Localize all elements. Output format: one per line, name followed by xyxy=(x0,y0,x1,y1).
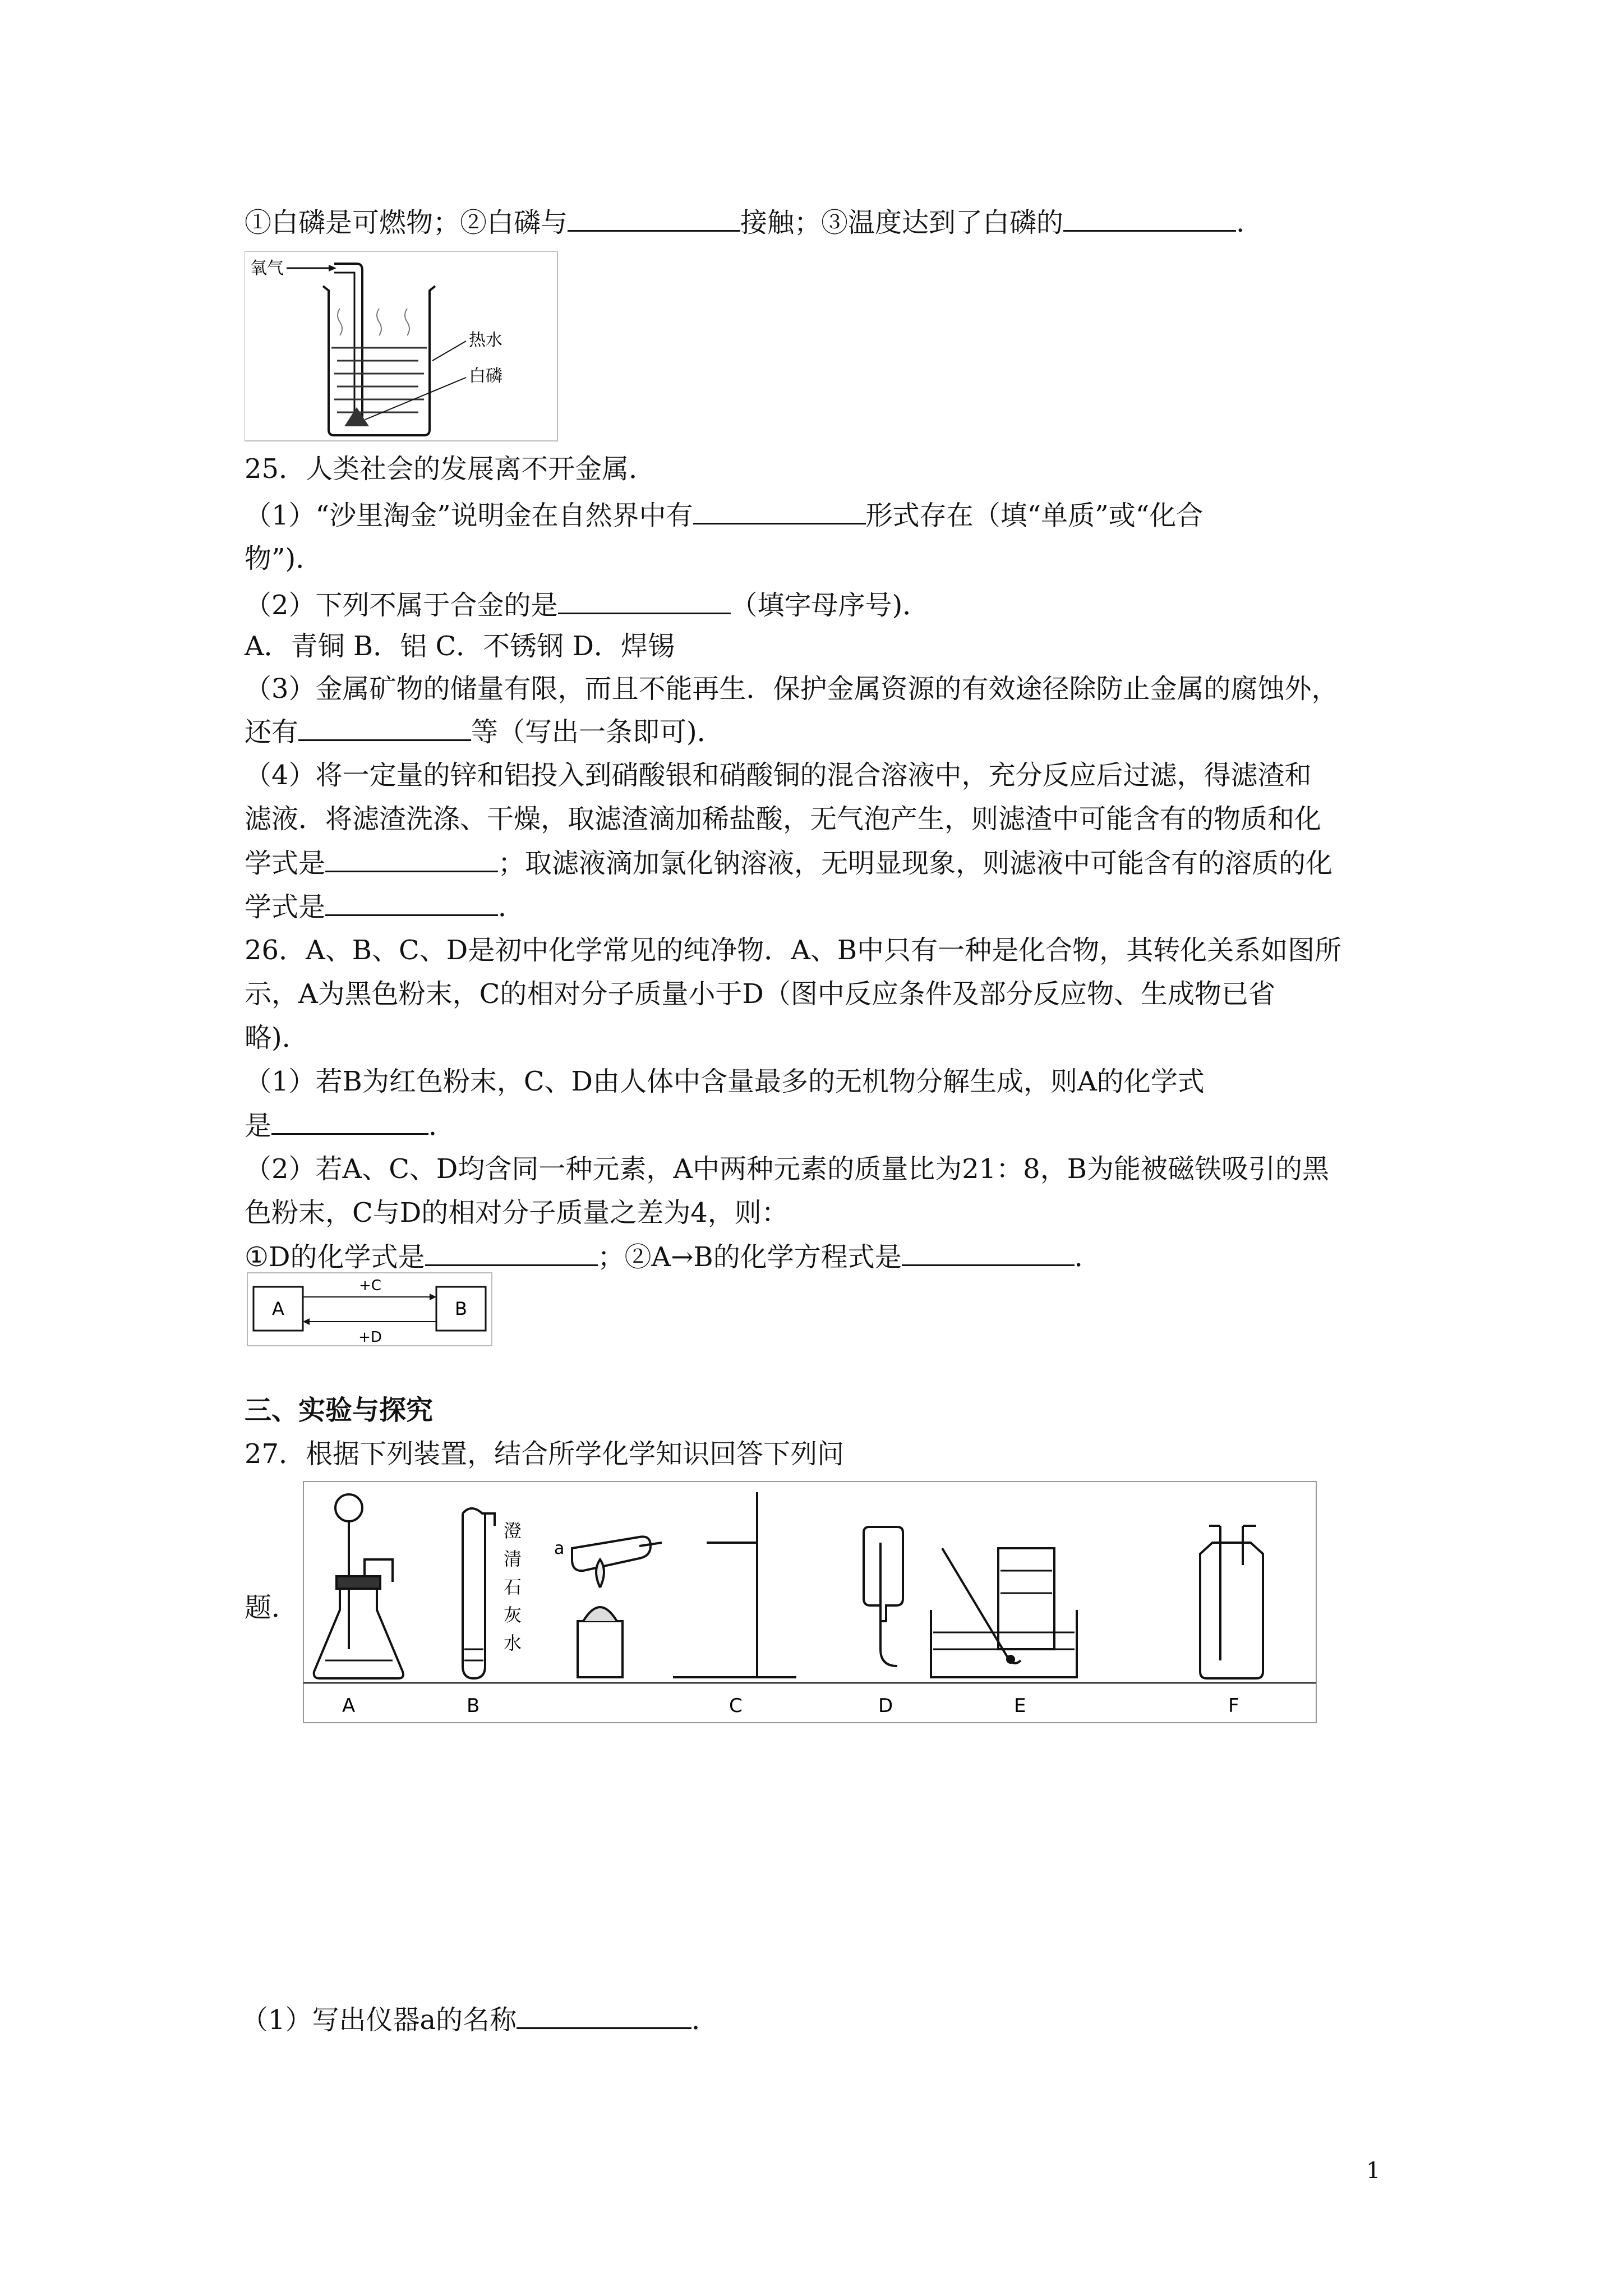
q25-part4-line: （4）将一定量的锌和铝投入到硝酸银和硝酸铜的混合溶液中，充分反应后过滤，得滤渣和 xyxy=(245,760,1312,791)
limewater-label xyxy=(504,1520,522,1654)
q24-text-2: 接触；③温度达到了白磷的 xyxy=(740,207,1064,238)
box-b-label: B xyxy=(455,1298,467,1319)
apparatus-d xyxy=(864,1527,903,1666)
q24-blank-2[interactable] xyxy=(1063,205,1236,232)
q26-part2-line: （2）若A、C、D均含同一种元素，A中两种元素的质量比为21：8，B为能被磁铁吸引的黑 xyxy=(245,1153,1329,1185)
apparatus-f xyxy=(1200,1526,1263,1678)
q26-part1-line: （1）若B为红色粉末，C、D由人体中含量最多的无机物分解生成，则A的化学式 xyxy=(245,1066,1205,1097)
q26-stem-line3: 略)． xyxy=(245,1022,309,1053)
label-a: A xyxy=(342,1695,356,1717)
svg-text:灰: 灰 xyxy=(504,1604,522,1626)
q25-options: A．青铜 B．铝 C．不锈钢 D．焊锡 xyxy=(245,631,675,662)
box-a-label: A xyxy=(272,1298,284,1319)
q25-part2-line: （2）下列不属于合金的是 （填字母序号)． xyxy=(245,588,929,622)
apparatus-c xyxy=(572,1492,796,1677)
apparatus-b xyxy=(463,1508,495,1678)
label-b: B xyxy=(467,1695,480,1717)
q26-stem-line1: 26．A、B、C、D是初中化学常见的纯净物．A、B中只有一种是化合物，其转化关系如图所 xyxy=(245,935,1342,966)
q25-part3-cont: 还有 等（写出一条即可)． xyxy=(245,715,724,749)
label-instrument-a: a xyxy=(554,1539,565,1558)
q25-part4-line4: 学式是 ． xyxy=(245,890,525,924)
q26-conversion-diagram xyxy=(247,1272,494,1347)
q27-blank-1[interactable] xyxy=(517,2003,691,2029)
svg-text:澄: 澄 xyxy=(504,1520,522,1542)
q27-apparatus-figure xyxy=(303,1481,1318,1724)
q24-text-1: ①白磷是可燃物；②白磷与 xyxy=(245,207,568,238)
q25-part3-line: （3）金属矿物的储量有限，而且不能再生．保护金属资源的有效途径除防止金属的腐蚀外， xyxy=(245,673,1339,705)
q25-blank-3[interactable] xyxy=(298,715,471,741)
q25-part1-line: （1）“沙里淘金”说明金在自然界中有 形式存在（填“单质”或“化合 xyxy=(245,498,1203,532)
plus-c-label: +C xyxy=(359,1277,381,1294)
q26-blank-3[interactable] xyxy=(902,1240,1075,1266)
q24-line: ①白磷是可燃物；②白磷与 接触；③温度达到了白磷的 . xyxy=(245,205,1244,240)
q26-stem-line2: 示，A为黑色粉末，C的相对分子质量小于D（图中反应条件及部分反应物、生成物已省 xyxy=(245,978,1275,1010)
q25-blank-4[interactable] xyxy=(325,846,498,872)
label-d: D xyxy=(878,1695,893,1717)
q25-part4-line3: 学式是 ；取滤液滴加氯化钠溶液，无明显现象，则滤液中可能含有的溶质的化 xyxy=(245,846,1332,880)
q26-blank-2[interactable] xyxy=(425,1240,598,1266)
plus-d-label: +D xyxy=(358,1329,382,1346)
hot-water-label: 热水 xyxy=(469,330,502,350)
q25-part1-cont: 物”)． xyxy=(245,543,323,574)
q25-stem: 25．人类社会的发展离不开金属． xyxy=(245,453,656,485)
svg-text:石: 石 xyxy=(504,1576,522,1598)
q25-blank-1[interactable] xyxy=(693,498,866,524)
apparatus-a xyxy=(314,1494,403,1678)
q27-stem-tail: 题． xyxy=(245,1592,299,1623)
q26-blank-1[interactable] xyxy=(271,1108,428,1135)
q26-part2-line3: ①D的化学式是 ；②A→B的化学方程式是 ． xyxy=(245,1240,1101,1274)
q27-part1-line: （1）写出仪器a的名称 ． xyxy=(241,2003,718,2037)
label-e: E xyxy=(1014,1695,1026,1717)
page-number: 1 xyxy=(1366,2158,1381,2184)
q27-stem: 27．根据下列装置，结合所学化学知识回答下列问 xyxy=(245,1438,845,1470)
q24-blank-1[interactable] xyxy=(568,205,740,232)
q25-blank-5[interactable] xyxy=(325,890,498,916)
q26-part1-cont: 是 ． xyxy=(245,1108,455,1143)
label-f: F xyxy=(1228,1695,1239,1717)
svg-text:清: 清 xyxy=(504,1548,522,1570)
q25-part4-line2: 滤液．将滤渣洗涤、干燥，取滤渣滴加稀盐酸，无气泡产生，则滤渣中可能含有的物质和化 xyxy=(245,803,1322,835)
q26-part2-line2: 色粉末，C与D的相对分子质量之差为4，则： xyxy=(245,1197,789,1228)
q24-beaker-figure xyxy=(245,251,559,442)
apparatus-e xyxy=(931,1548,1077,1677)
section-3-title: 三、实验与探究 xyxy=(245,1395,434,1426)
q25-blank-2[interactable] xyxy=(558,588,731,614)
svg-text:水: 水 xyxy=(504,1632,522,1654)
oxygen-label: 氧气 xyxy=(250,259,284,278)
label-c: C xyxy=(729,1695,743,1717)
white-phosphorus-label: 白磷 xyxy=(469,366,502,386)
